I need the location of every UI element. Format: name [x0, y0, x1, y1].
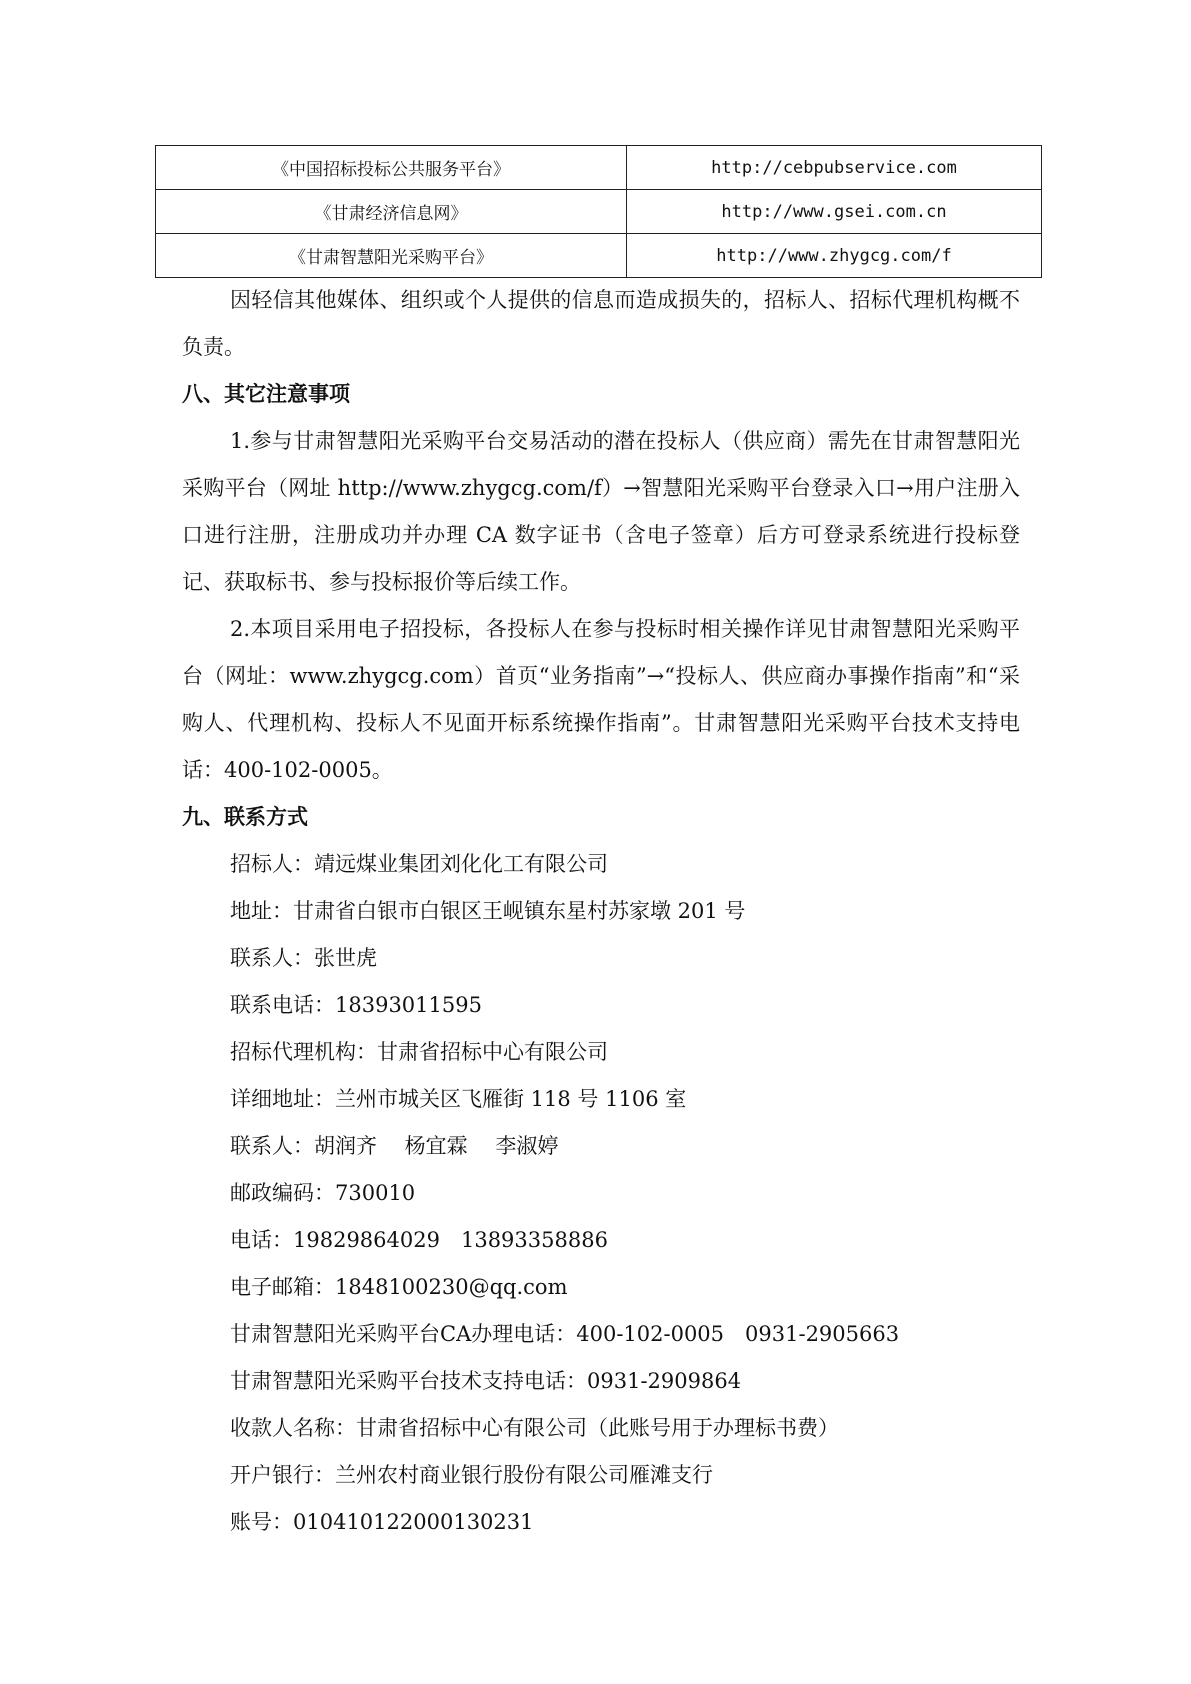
- section-8-heading: 八、其它注意事项: [182, 382, 350, 406]
- contact-line: 地址：甘肃省白银市白银区王岘镇东星村苏家墩 201 号: [230, 899, 746, 923]
- section-8-item: 2.本项目采用电子招投标，各投标人在参与投标时相关操作详见甘肃智慧阳光采购平台（网址：www.zhygcg.com）首页“业务指南”→“投标人、供应商办事操作指南”和“采购人、代理机构、投标人不见面开标系统操作指南”。甘肃智慧阳光采购平台技术支持电话：400-102-0005。: [182, 617, 1020, 782]
- contact-line: 招标人：靖远煤业集团刘化化工有限公司: [230, 852, 608, 876]
- contact-list: [182, 841, 1020, 1546]
- contact-line: 招标代理机构：甘肃省招标中心有限公司: [230, 1040, 608, 1064]
- contact-line: 联系人：胡润齐 杨宜霖 李淑婷: [230, 1134, 559, 1158]
- contact-line: 详细地址：兰州市城关区飞雁街 118 号 1106 室: [230, 1087, 687, 1111]
- contact-line: 开户银行：兰州农村商业银行股份有限公司雁滩支行: [230, 1463, 713, 1487]
- contact-line: 联系电话：18393011595: [230, 993, 482, 1017]
- table-row: [156, 190, 1042, 234]
- media-table: [155, 145, 1042, 278]
- contact-line: 甘肃智慧阳光采购平台技术支持电话：0931-2909864: [230, 1369, 742, 1393]
- contact-line: 收款人名称：甘肃省招标中心有限公司（此账号用于办理标书费）: [230, 1416, 839, 1440]
- table-row: [156, 146, 1042, 190]
- table-row: [156, 234, 1042, 278]
- contact-line: 电子邮箱：1848100230@qq.com: [230, 1275, 568, 1299]
- media-url-cell: http://cebpubservice.com: [627, 146, 1042, 190]
- contact-line: 邮政编码：730010: [230, 1181, 416, 1205]
- contact-line: 电话：19829864029 13893358886: [230, 1228, 608, 1252]
- media-name-cell: 《甘肃智慧阳光采购平台》: [156, 234, 627, 278]
- section-9-heading: 九、联系方式: [182, 805, 308, 829]
- media-name-cell: 《甘肃经济信息网》: [156, 190, 627, 234]
- contact-line: 甘肃智慧阳光采购平台CA办理电话：400-102-0005 0931-2905663: [230, 1322, 900, 1346]
- section-8-item: 1.参与甘肃智慧阳光采购平台交易活动的潜在投标人（供应商）需先在甘肃智慧阳光采购平台（网址 http://www.zhygcg.com/f）→智慧阳光采购平台登录入口→用户注册入口进行注册，注册成功并办理 CA 数字证书（含电子签章）后方可登录系统进行投标登记、获取标书、参与投标报价等后续工作。: [182, 429, 1020, 594]
- media-name-cell: 《中国招标投标公共服务平台》: [156, 146, 627, 190]
- disclaimer-paragraph: 因轻信其他媒体、组织或个人提供的信息而造成损失的，招标人、招标代理机构概不负责。: [182, 288, 1020, 359]
- contact-line: 账号：010410122000130231: [230, 1510, 534, 1534]
- media-url-cell: http://www.zhygcg.com/f: [627, 234, 1042, 278]
- document-body: [182, 277, 1020, 1546]
- media-url-cell: http://www.gsei.com.cn: [627, 190, 1042, 234]
- contact-line: 联系人：张世虎: [230, 946, 377, 970]
